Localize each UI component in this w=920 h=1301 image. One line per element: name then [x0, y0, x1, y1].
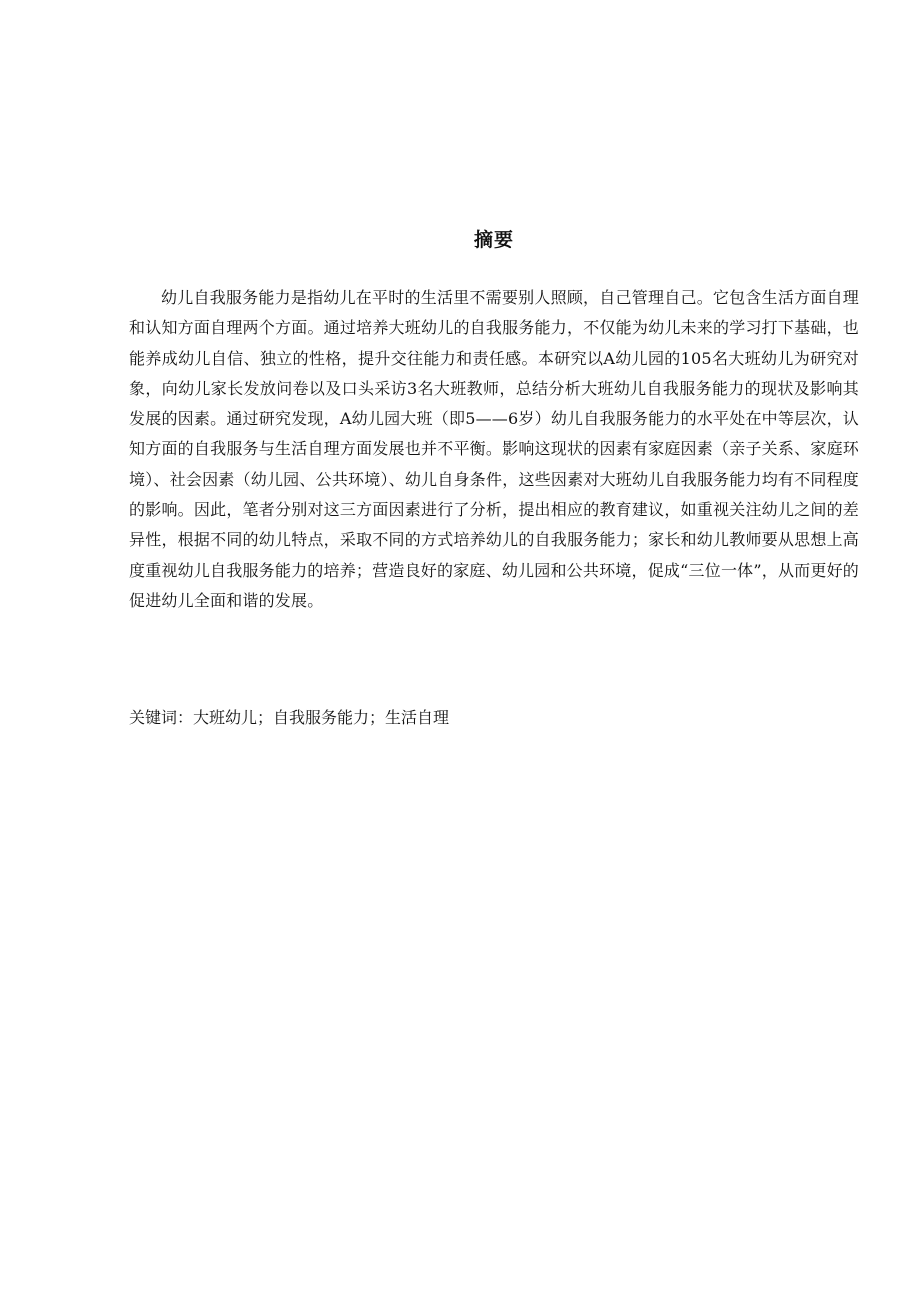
keywords-label: 关键词： [129, 708, 194, 727]
keywords-line [129, 703, 859, 733]
keywords-values: 大班幼儿；自我服务能力；生活自理 [193, 708, 450, 727]
abstract-body: 幼儿自我服务能力是指幼儿在平时的生活里不需要别人照顾，自己管理自己。它包含生活方面自理和认知方面自理两个方面。通过培养大班幼儿的自我服务能力，不仅能为幼儿未来的学习打下基础，也能养成幼儿自信、独立的性格，提升交往能力和责任感。本研究以A幼儿园的105名大班幼儿为研究对象，向幼儿家长发放问卷以及口头采访3名大班教师，总结分析大班幼儿自我服务能力的现状及影响其发展的因素。通过研究发现，A幼儿园大班（即5——6岁）幼儿自我服务能力的水平处在中等层次，认知方面的自我服务与生活自理方面发展也并不平衡。影响这现状的因素有家庭因素（亲子关系、家庭环境）、社会因素（幼儿园、公共环境）、幼儿自身条件，这些因素对大班幼儿自我服务能力均有不同程度的影响。因此，笔者分别对这三方面因素进行了分析，提出相应的教育建议，如重视关注幼儿之间的差异性，根据不同的幼儿特点，采取不同的方式培养幼儿的自我服务能力；家长和幼儿教师要从思想上高度重视幼儿自我服务能力的培养；营造良好的家庭、幼儿园和公共环境，促成“三位一体”，从而更好的促进幼儿全面和谐的发展。 [129, 288, 859, 610]
abstract-title: 摘要 [473, 229, 514, 251]
